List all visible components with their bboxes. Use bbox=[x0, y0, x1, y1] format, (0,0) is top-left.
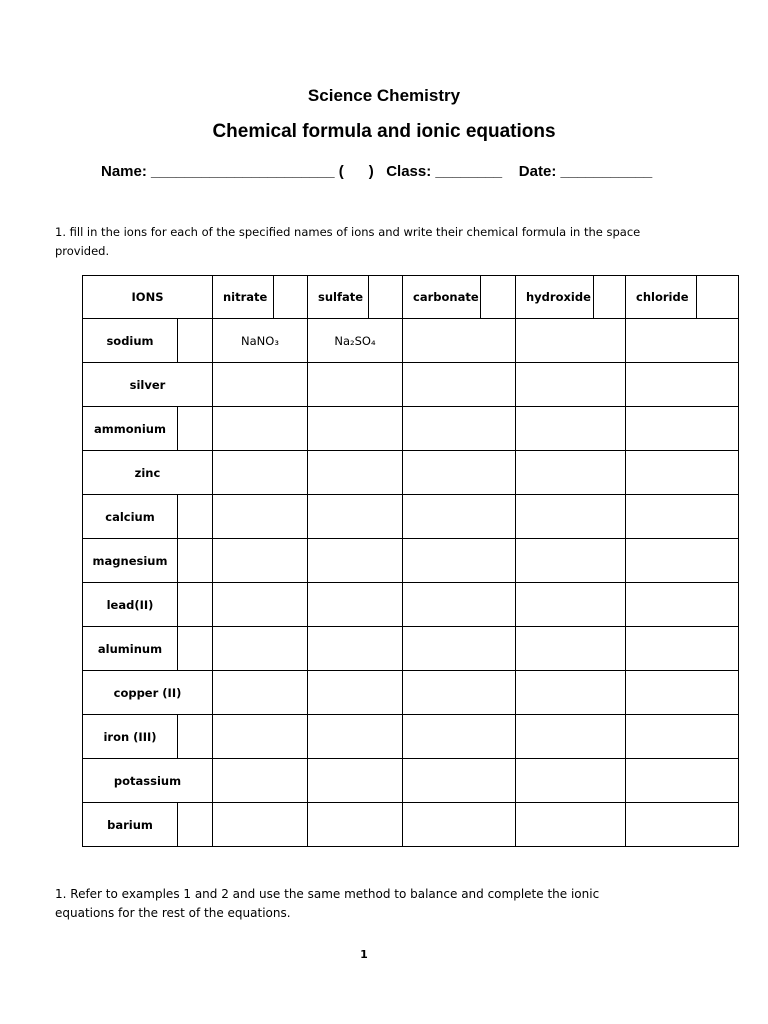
formula-cell[interactable] bbox=[308, 451, 403, 495]
instruction-part-1: 1. fill in the ions for each of the specified names of ions and write their chemical formula in the space provided. bbox=[55, 225, 641, 258]
formula-cell[interactable] bbox=[516, 495, 626, 539]
formula-cell[interactable] bbox=[403, 407, 516, 451]
formula-cell[interactable] bbox=[213, 671, 308, 715]
cation-symbol-cell[interactable] bbox=[178, 627, 213, 671]
formula-cell[interactable] bbox=[308, 495, 403, 539]
formula-cell[interactable] bbox=[213, 627, 308, 671]
formula-cell[interactable] bbox=[213, 583, 308, 627]
ion-formula-table bbox=[82, 275, 739, 847]
formula-cell: NaNO₃ bbox=[213, 319, 308, 363]
student-info-line: Name: ______________________ ( ) Class: ________ Date: ___________ bbox=[101, 163, 653, 180]
formula-cell[interactable] bbox=[403, 539, 516, 583]
cation-symbol-cell[interactable] bbox=[178, 319, 213, 363]
formula-cell[interactable] bbox=[516, 671, 626, 715]
cation-symbol-cell[interactable] bbox=[178, 539, 213, 583]
formula-cell[interactable] bbox=[308, 803, 403, 847]
table-row bbox=[83, 539, 739, 583]
cation-label: magnesium bbox=[83, 539, 178, 583]
formula-cell: Na₂SO₄ bbox=[308, 319, 403, 363]
anion-header-hydroxide: hydroxide bbox=[516, 276, 594, 319]
cation-symbol-cell[interactable] bbox=[178, 583, 213, 627]
cation-symbol-cell[interactable] bbox=[178, 803, 213, 847]
formula-cell[interactable] bbox=[213, 451, 308, 495]
cation-label: lead(II) bbox=[83, 583, 178, 627]
formula-cell[interactable] bbox=[213, 363, 308, 407]
formula-cell[interactable] bbox=[403, 583, 516, 627]
cation-symbol-cell[interactable] bbox=[178, 495, 213, 539]
formula-cell[interactable] bbox=[516, 759, 626, 803]
page-title: Chemical formula and ionic equations bbox=[212, 121, 556, 142]
formula-cell[interactable] bbox=[403, 803, 516, 847]
formula-cell[interactable] bbox=[626, 495, 739, 539]
cation-label: silver bbox=[83, 363, 213, 407]
formula-cell[interactable] bbox=[626, 319, 739, 363]
anion-header-nitrate: nitrate bbox=[213, 276, 274, 319]
table-row bbox=[83, 363, 739, 407]
table-row bbox=[83, 407, 739, 451]
formula-cell[interactable] bbox=[403, 715, 516, 759]
cation-label: zinc bbox=[83, 451, 213, 495]
anion-header-chloride: chloride bbox=[626, 276, 697, 319]
formula-cell[interactable] bbox=[308, 671, 403, 715]
subject-heading: Science Chemistry bbox=[307, 86, 461, 105]
table-row bbox=[83, 495, 739, 539]
formula-cell[interactable] bbox=[403, 495, 516, 539]
formula-cell[interactable] bbox=[308, 539, 403, 583]
anion-header-carbonate: carbonate bbox=[403, 276, 481, 319]
instruction-part-2: 1. Refer to examples 1 and 2 and use the same method to balance and complete the ionic equations for the rest of the equations. bbox=[55, 887, 600, 920]
formula-cell[interactable] bbox=[626, 583, 739, 627]
formula-cell[interactable] bbox=[213, 715, 308, 759]
table-row bbox=[83, 627, 739, 671]
ions-header-cell: IONS bbox=[83, 276, 213, 319]
formula-cell[interactable] bbox=[308, 627, 403, 671]
formula-cell[interactable] bbox=[308, 583, 403, 627]
cation-label: copper (II) bbox=[83, 671, 213, 715]
anion-symbol-cell[interactable] bbox=[697, 276, 739, 319]
formula-cell[interactable] bbox=[308, 407, 403, 451]
anion-symbol-cell[interactable] bbox=[274, 276, 308, 319]
cation-label: aluminum bbox=[83, 627, 178, 671]
formula-cell[interactable] bbox=[626, 803, 739, 847]
cation-symbol-cell[interactable] bbox=[178, 715, 213, 759]
cation-label: sodium bbox=[83, 319, 178, 363]
formula-cell[interactable] bbox=[626, 715, 739, 759]
formula-cell[interactable] bbox=[516, 363, 626, 407]
formula-cell[interactable] bbox=[626, 363, 739, 407]
formula-cell[interactable] bbox=[213, 759, 308, 803]
formula-cell[interactable] bbox=[626, 671, 739, 715]
formula-cell[interactable] bbox=[403, 759, 516, 803]
table-row bbox=[83, 583, 739, 627]
formula-cell[interactable] bbox=[308, 363, 403, 407]
cation-label: barium bbox=[83, 803, 178, 847]
table-row bbox=[83, 759, 739, 803]
cation-label: potassium bbox=[83, 759, 213, 803]
formula-cell[interactable] bbox=[403, 627, 516, 671]
formula-cell[interactable] bbox=[626, 539, 739, 583]
table-row bbox=[83, 803, 739, 847]
formula-cell[interactable] bbox=[308, 759, 403, 803]
formula-cell[interactable] bbox=[308, 715, 403, 759]
formula-cell[interactable] bbox=[516, 715, 626, 759]
formula-cell[interactable] bbox=[516, 627, 626, 671]
formula-cell[interactable] bbox=[516, 539, 626, 583]
table-header-row bbox=[83, 276, 739, 319]
formula-cell[interactable] bbox=[516, 583, 626, 627]
cation-label: calcium bbox=[83, 495, 178, 539]
formula-cell[interactable] bbox=[516, 319, 626, 363]
formula-cell[interactable] bbox=[213, 407, 308, 451]
anion-symbol-cell[interactable] bbox=[369, 276, 403, 319]
formula-cell[interactable] bbox=[403, 671, 516, 715]
table-row bbox=[83, 671, 739, 715]
formula-cell[interactable] bbox=[403, 451, 516, 495]
formula-cell[interactable] bbox=[403, 363, 516, 407]
page-number: 1 bbox=[360, 948, 368, 961]
formula-cell[interactable] bbox=[516, 803, 626, 847]
formula-cell[interactable] bbox=[213, 803, 308, 847]
anion-symbol-cell[interactable] bbox=[594, 276, 626, 319]
anion-symbol-cell[interactable] bbox=[481, 276, 516, 319]
formula-cell[interactable] bbox=[626, 627, 739, 671]
formula-cell[interactable] bbox=[213, 495, 308, 539]
formula-cell[interactable] bbox=[403, 319, 516, 363]
table-row bbox=[83, 715, 739, 759]
formula-cell[interactable] bbox=[516, 407, 626, 451]
formula-cell[interactable] bbox=[213, 539, 308, 583]
cation-label: iron (III) bbox=[83, 715, 178, 759]
cation-symbol-cell[interactable] bbox=[178, 407, 213, 451]
table-row bbox=[83, 319, 739, 363]
formula-cell[interactable] bbox=[626, 407, 739, 451]
formula-cell[interactable] bbox=[516, 451, 626, 495]
table-row bbox=[83, 451, 739, 495]
formula-cell[interactable] bbox=[626, 451, 739, 495]
anion-header-sulfate: sulfate bbox=[308, 276, 369, 319]
cation-label: ammonium bbox=[83, 407, 178, 451]
formula-cell[interactable] bbox=[626, 759, 739, 803]
